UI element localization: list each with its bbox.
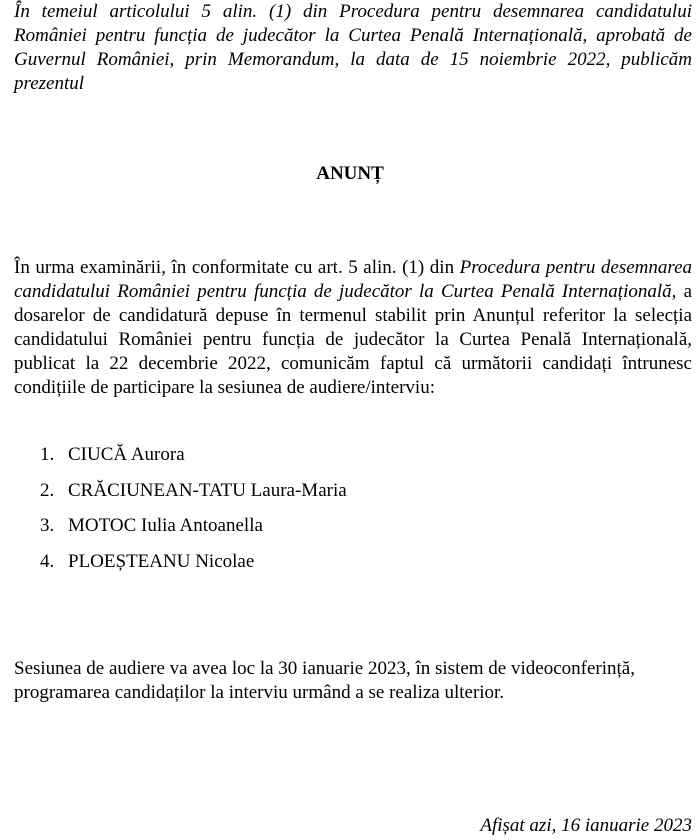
candidate-given-name: Iulia Antoanella xyxy=(141,515,263,536)
candidate-given-name: Laura-Maria xyxy=(250,479,347,501)
candidate-surname: CIUCĂ xyxy=(68,444,128,465)
body-text-part2: , a dosarelor de candidatură depuse în termenul stabilit prin Anunțul referitor la selecția candidatului României pentru funcția de judecător la Curtea Penală Internațională, publicat la 22 decembrie 2022, comunicăm faptul că următorii candidați întrunesc condițiile de participare la sesiunea de audiere/interviu: xyxy=(14,281,693,398)
intro-paragraph: În temeiul articolului 5 alin. (1) din Procedura pentru desemnarea candidatului României pentru funcția de judecător la Curtea Penală Internațională, aprobată de Guvernul României, prin Memorandum, la data de 15 noiembrie 2022, publicăm prezentul xyxy=(14,1,692,94)
list-item xyxy=(40,479,347,515)
candidate-given-name: Aurora xyxy=(130,444,185,465)
session-paragraph: Sesiunea de audiere va avea loc la 30 ianuarie 2023, în sistem de videoconferință, programarea candidaților la interviu urmând a se realiza ulterior. xyxy=(14,658,635,703)
list-item xyxy=(40,550,347,586)
list-item-number: 4. xyxy=(40,550,55,572)
body-paragraph xyxy=(14,256,692,400)
candidate-list xyxy=(40,443,347,585)
candidate-given-name: Nicolae xyxy=(195,550,255,572)
list-item-number: 2. xyxy=(40,479,55,501)
announcement-title: ANUNȚ xyxy=(316,163,384,184)
body-text-part1: În urma examinării, în conformitate cu art. 5 alin. (1) din xyxy=(14,257,460,278)
list-item-number: 3. xyxy=(40,515,55,536)
posting-date: Afișat azi, 16 ianuarie 2023 xyxy=(480,815,692,836)
list-item xyxy=(40,514,347,550)
list-item xyxy=(40,443,347,479)
candidate-surname: CRĂCIUNEAN-TATU xyxy=(68,479,246,501)
candidate-surname: PLOEȘTEANU xyxy=(68,550,191,572)
body-italic-procedure: Procedura pentru desemnarea candidatului României pentru funcția de judecător la Curtea Penală Internațională xyxy=(14,257,693,302)
list-item-number: 1. xyxy=(40,444,55,465)
candidate-surname: MOTOC xyxy=(68,515,137,536)
